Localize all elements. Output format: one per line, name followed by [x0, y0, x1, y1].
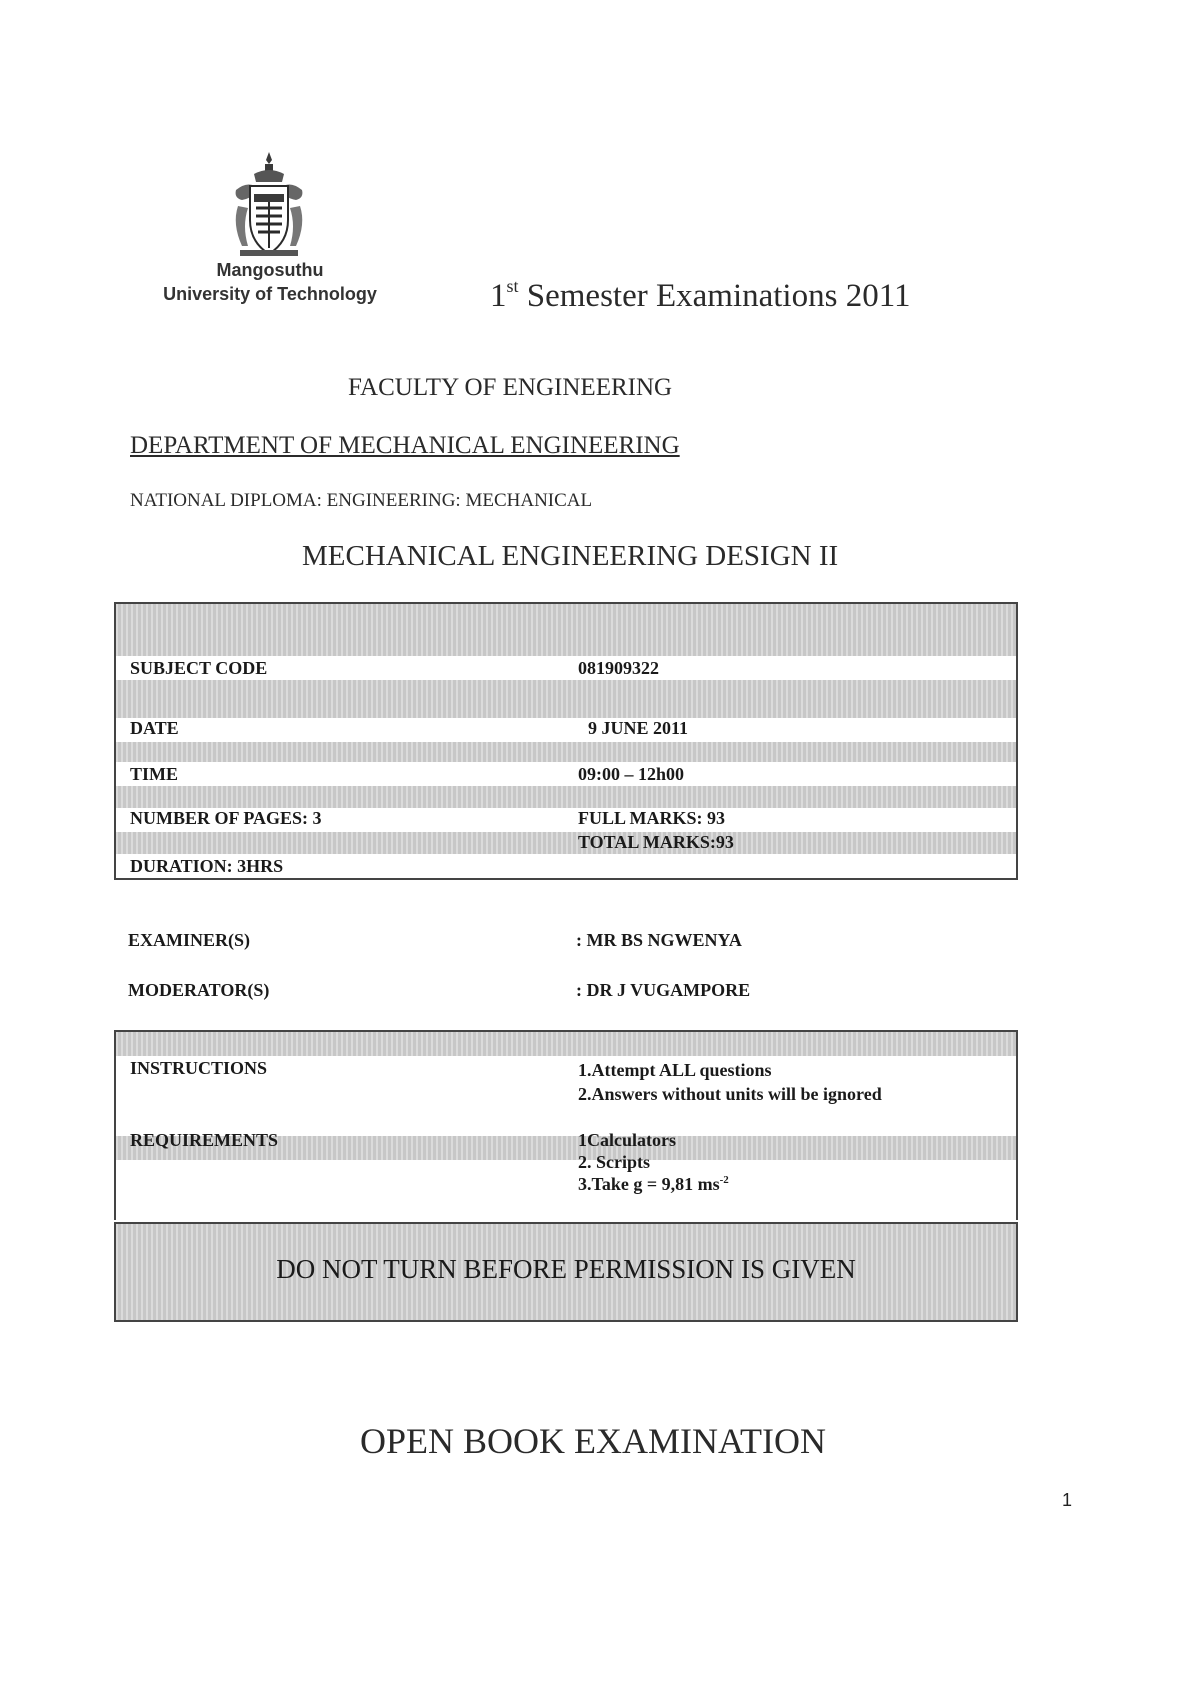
exam-ordinal-suffix: st [506, 276, 519, 296]
instructions-table [114, 1030, 1018, 1220]
requirement-item-1: 1Calculators [578, 1130, 676, 1150]
exam-session-title [490, 276, 910, 315]
exam-title-text: Semester Examinations 2011 [526, 278, 911, 314]
requirement-item-3-sup: -2 [719, 1174, 729, 1186]
coat-of-arms-icon [228, 150, 310, 262]
department-heading: DEPARTMENT OF MECHANICAL ENGINEERING [130, 432, 680, 459]
examiner-value: : MR BS NGWENYA [576, 930, 742, 950]
requirement-item-3-g: g [633, 1174, 643, 1194]
time-label: TIME [130, 764, 179, 784]
requirements-label: REQUIREMENTS [130, 1130, 279, 1150]
warning-text: DO NOT TURN BEFORE PERMISSION IS GIVEN [276, 1254, 856, 1284]
date-label: DATE [130, 718, 179, 738]
number-of-pages: NUMBER OF PAGES: 3 [130, 808, 322, 828]
university-name-line1: Mangosuthu [216, 260, 324, 280]
total-marks: TOTAL MARKS:93 [578, 832, 734, 852]
subject-code-label: SUBJECT CODE [130, 658, 268, 678]
requirement-item-3-prefix: 3.Take [578, 1174, 634, 1194]
instruction-item-1: 1.Attempt ALL questions [578, 1060, 772, 1080]
instruction-item-2: 2.Answers without units will be ignored [578, 1084, 882, 1104]
duration: DURATION: 3HRS [130, 856, 284, 876]
examiner-label: EXAMINER(S) [128, 930, 251, 950]
university-name-line2: University of Technology [163, 284, 377, 304]
warning-box [114, 1222, 1018, 1322]
requirement-item-2: 2. Scripts [578, 1152, 650, 1172]
time-value: 09:00 – 12h00 [578, 764, 685, 784]
full-marks: FULL MARKS: 93 [578, 808, 726, 828]
page-number: 1 [1062, 1490, 1073, 1510]
requirement-item-3 [578, 1174, 729, 1195]
exam-ordinal: 1 [490, 278, 507, 314]
faculty-heading: FACULTY OF ENGINEERING [348, 374, 673, 401]
open-book-heading: OPEN BOOK EXAMINATION [360, 1421, 826, 1461]
date-value: 9 JUNE 2011 [588, 718, 689, 738]
diploma-line: NATIONAL DIPLOMA: ENGINEERING: MECHANICAL [130, 490, 593, 511]
instructions-label: INSTRUCTIONS [130, 1058, 268, 1078]
subject-code-value: 081909322 [578, 658, 659, 678]
moderator-label: MODERATOR(S) [128, 980, 270, 1000]
requirement-item-3-mid: = 9,81 ms [642, 1174, 720, 1194]
exam-details-table [114, 602, 1018, 880]
moderator-value: : DR J VUGAMPORE [576, 980, 751, 1000]
course-title: MECHANICAL ENGINEERING DESIGN II [302, 540, 839, 572]
